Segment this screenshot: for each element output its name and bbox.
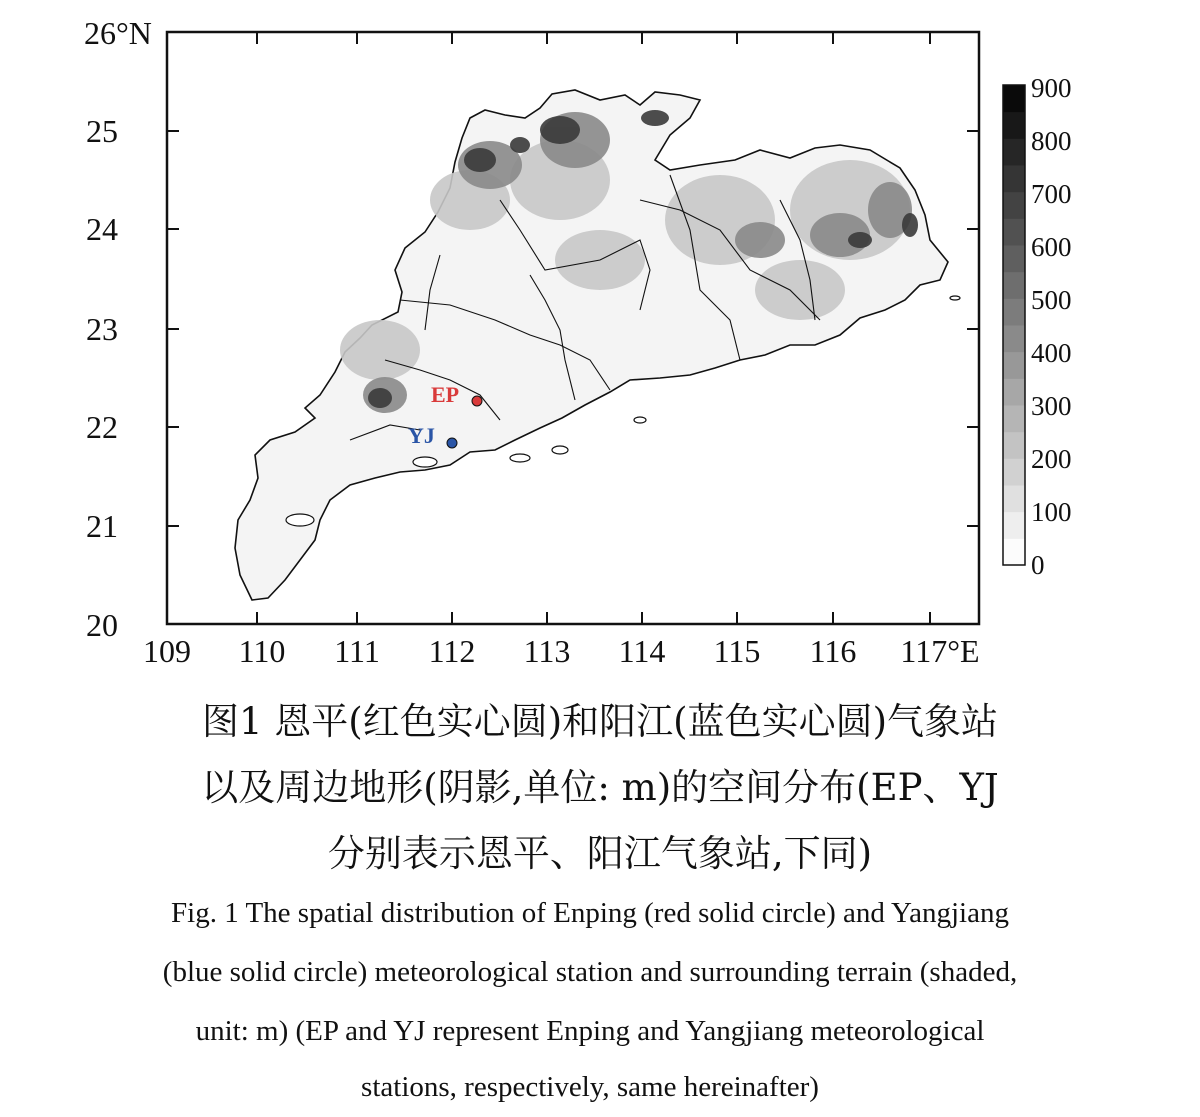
caption-en-line-1: Fig. 1 The spatial distribution of Enping (red solid circle) and Yangjiang bbox=[171, 897, 1009, 929]
lon-tick-label: 112 bbox=[428, 633, 476, 669]
colorbar-segment bbox=[1003, 192, 1025, 219]
lon-tick-label: 115 bbox=[713, 633, 761, 669]
lat-tick-label: 24 bbox=[86, 211, 118, 247]
lon-tick-label: 113 bbox=[523, 633, 571, 669]
colorbar-label: 0 bbox=[1031, 550, 1045, 580]
lat-tick-label: 21 bbox=[86, 508, 118, 544]
colorbar-label: 800 bbox=[1031, 126, 1072, 156]
colorbar-segment bbox=[1003, 458, 1025, 485]
lat-tick-label: 25 bbox=[86, 113, 118, 149]
latitude-labels bbox=[84, 15, 152, 643]
caption-en-line-3: unit: m) (EP and YJ represent Enping and Yangjiang meteorological bbox=[195, 1015, 985, 1047]
colorbar-label: 700 bbox=[1031, 179, 1072, 209]
lon-tick-label: 110 bbox=[238, 633, 286, 669]
longitude-labels bbox=[143, 633, 980, 669]
caption-en-line-2: (blue solid circle) meteorological station and surrounding terrain (shaded, bbox=[162, 956, 1018, 988]
colorbar-segment bbox=[1003, 138, 1025, 165]
colorbar-segment bbox=[1003, 245, 1025, 272]
colorbar-segment bbox=[1003, 165, 1025, 192]
caption-cn-line-2: 以及周边地形(阴影,单位: m)的空间分布(EP、YJ bbox=[201, 766, 999, 809]
lat-tick-label: 26°N bbox=[84, 15, 152, 51]
station-ep-marker bbox=[472, 396, 482, 406]
colorbar-labels bbox=[1031, 73, 1072, 580]
colorbar-label: 300 bbox=[1031, 391, 1072, 421]
colorbar-segment bbox=[1003, 538, 1025, 565]
caption-cn-line-1: 图1 恩平(红色实心圆)和阳江(蓝色实心圆)气象站 bbox=[201, 700, 999, 743]
station-yj-label: YJ bbox=[408, 423, 435, 448]
colorbar-segment bbox=[1003, 432, 1025, 459]
colorbar-segment bbox=[1003, 405, 1025, 432]
colorbar-label: 600 bbox=[1031, 232, 1072, 262]
colorbar-segment bbox=[1003, 378, 1025, 405]
caption-cn-line-3: 分别表示恩平、阳江气象站,下同) bbox=[327, 832, 873, 875]
colorbar-segment bbox=[1003, 485, 1025, 512]
colorbar-label: 100 bbox=[1031, 497, 1072, 527]
colorbar-label: 500 bbox=[1031, 285, 1072, 315]
station-yj-marker bbox=[447, 438, 457, 448]
colorbar-segment bbox=[1003, 272, 1025, 299]
lat-tick-label: 23 bbox=[86, 311, 118, 347]
colorbar-segment bbox=[1003, 298, 1025, 325]
lat-tick-label: 20 bbox=[86, 607, 118, 643]
colorbar bbox=[1003, 85, 1025, 566]
colorbar-segment bbox=[1003, 218, 1025, 245]
colorbar-segment bbox=[1003, 352, 1025, 379]
station-ep-label: EP bbox=[431, 382, 460, 407]
caption-en-line-4: stations, respectively, same hereinafter) bbox=[361, 1071, 819, 1103]
lon-tick-label: 116 bbox=[809, 633, 857, 669]
colorbar-segment bbox=[1003, 112, 1025, 139]
lon-tick-label: 111 bbox=[334, 633, 380, 669]
colorbar-segment bbox=[1003, 512, 1025, 539]
colorbar-label: 400 bbox=[1031, 338, 1072, 368]
lat-tick-label: 22 bbox=[86, 409, 118, 445]
colorbar-segment bbox=[1003, 325, 1025, 352]
colorbar-label: 200 bbox=[1031, 444, 1072, 474]
lon-tick-label: 109 bbox=[143, 633, 191, 669]
lon-tick-label: 114 bbox=[618, 633, 666, 669]
colorbar-label: 900 bbox=[1031, 73, 1072, 103]
colorbar-segment bbox=[1003, 85, 1025, 112]
lon-tick-label: 117°E bbox=[900, 633, 980, 669]
